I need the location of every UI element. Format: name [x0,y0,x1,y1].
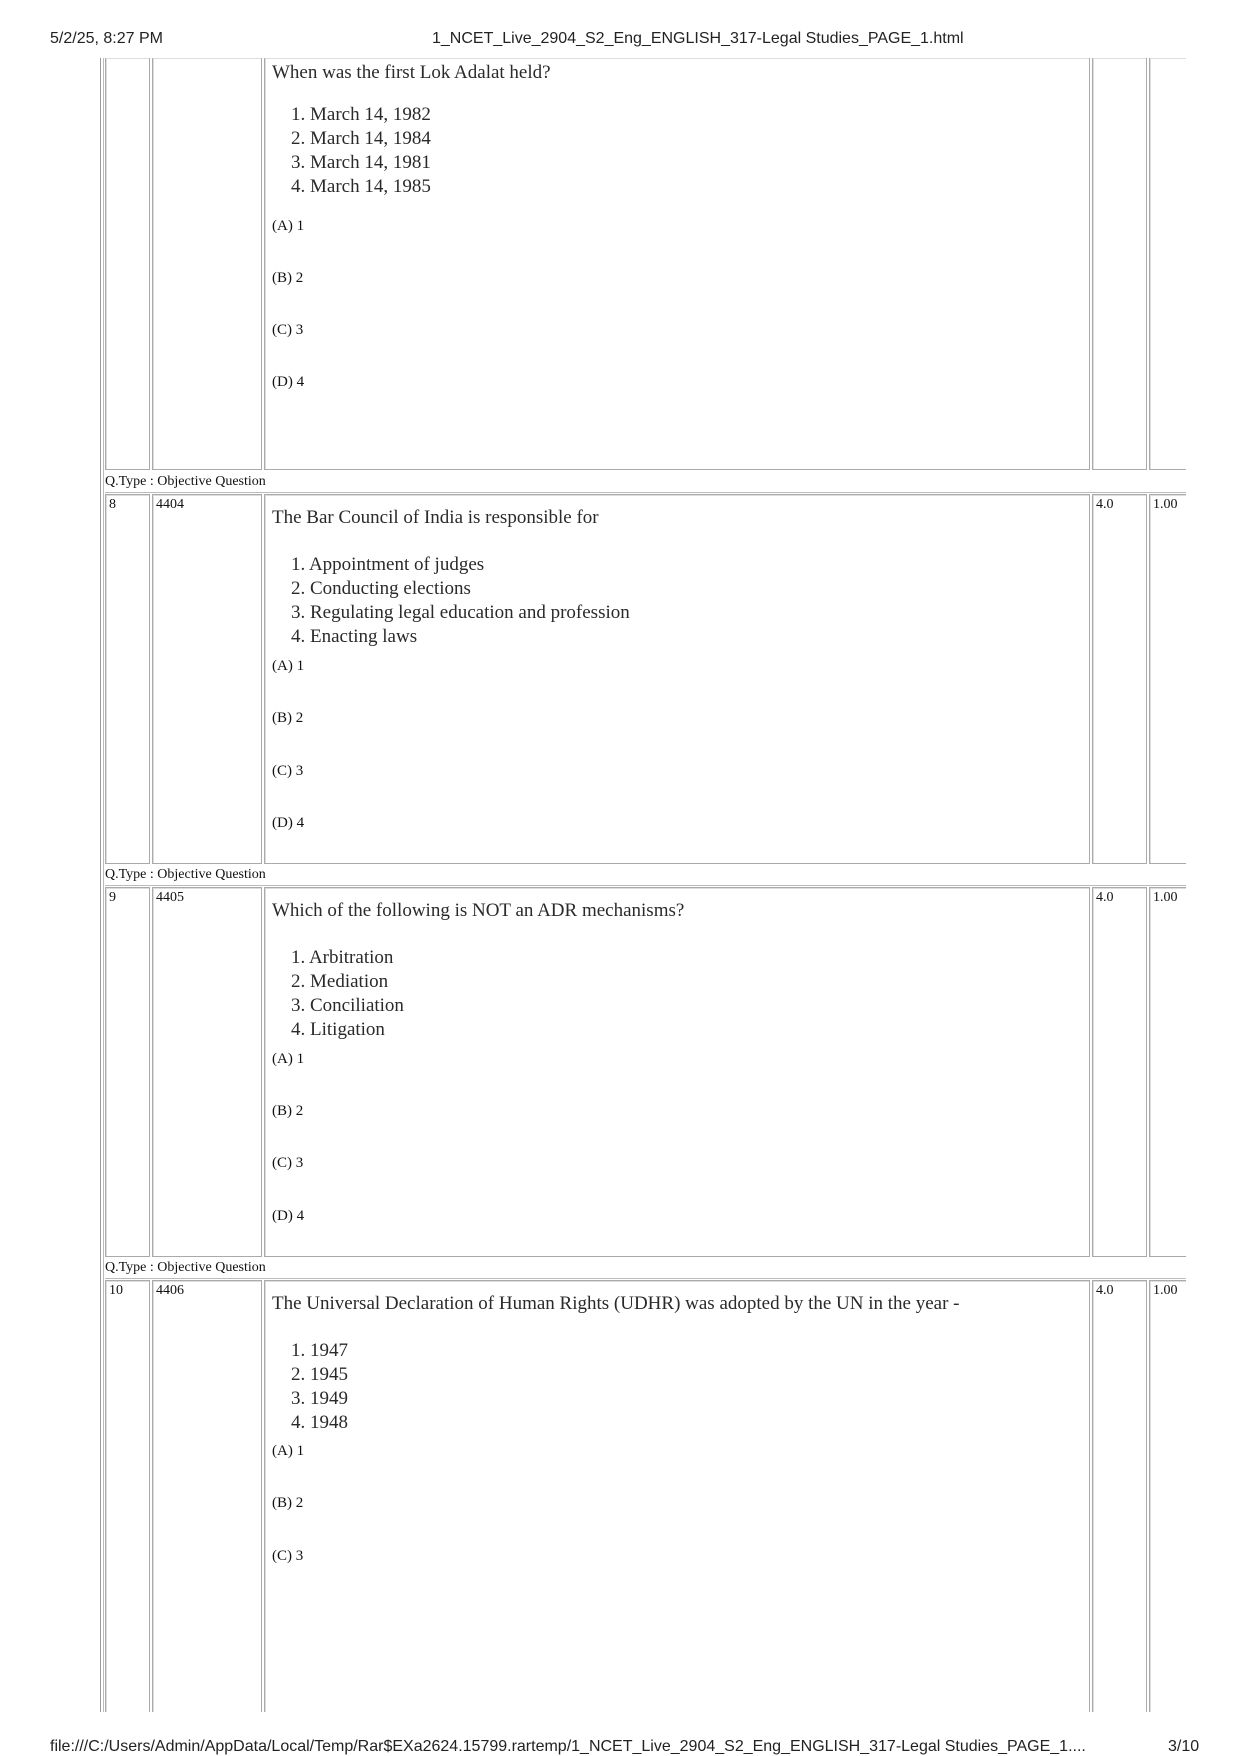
print-file-path: file:///C:/Users/Admin/AppData/Local/Temp/Rar$EXa2624.15799.rartemp/1_NCET_Live_2904_S2_Eng_ENGLISH_317-Legal Studies_PAGE_1.... [50,1738,1086,1755]
question-type-label: Q.Type : Objective Question [105,473,1186,493]
question-cell [264,1280,1090,1712]
serial-cell [105,58,150,470]
answer-choice: (D) 4 [272,815,305,831]
qid-cell: 4405 [152,887,262,1257]
option-item: 3. March 14, 1981 [291,152,431,173]
marks-cell: 4.0 [1092,1280,1147,1712]
answer-choice: (D) 4 [272,1208,305,1224]
answer-choice: (A) 1 [272,658,305,674]
question-type-label: Q.Type : Objective Question [105,866,1186,886]
question-text: The Universal Declaration of Human Rights (UDHR) was adopted by the UN in the year - [272,1293,960,1314]
qid-cell: 4406 [152,1280,262,1712]
option-list [291,103,431,199]
option-item: 1. Arbitration [291,947,394,968]
answer-choice: (B) 2 [272,1495,304,1511]
question-text: When was the first Lok Adalat held? [272,62,551,83]
option-item: 4. 1948 [291,1412,348,1433]
frame-rule [103,58,104,1712]
question-row [100,1280,1186,1712]
answer-choice: (A) 1 [272,218,305,234]
print-title: 1_NCET_Live_2904_S2_Eng_ENGLISH_317-Legal Studies_PAGE_1.html [432,30,964,47]
answer-choice: (A) 1 [272,1051,305,1067]
qid-cell: 4404 [152,494,262,864]
answer-choice: (C) 3 [272,322,304,338]
marks-cell: 4.0 [1092,887,1147,1257]
option-item: 2. Mediation [291,971,389,992]
negative-marks-cell [1149,58,1186,470]
qid-cell [152,58,262,470]
serial-cell: 9 [105,887,150,1257]
question-cell [264,58,1090,470]
answer-choice: (B) 2 [272,710,304,726]
question-cell [264,494,1090,864]
question-cell [264,887,1090,1257]
answer-choice: (B) 2 [272,270,304,286]
negative-marks-cell: 1.00 [1149,494,1186,864]
option-item: 1. Appointment of judges [291,554,485,575]
question-row [100,887,1186,1257]
question-type-label: Q.Type : Objective Question [105,1259,1186,1279]
question-row-continued [100,58,1186,470]
option-item: 3. 1949 [291,1388,348,1409]
print-page-number: 3/10 [1168,1738,1200,1755]
answer-choice: (D) 4 [272,374,305,390]
question-row [100,494,1186,864]
option-item: 2. 1945 [291,1364,348,1385]
negative-marks-cell: 1.00 [1149,887,1186,1257]
serial-cell: 10 [105,1280,150,1712]
answer-choice: (B) 2 [272,1103,304,1119]
option-item: 3. Conciliation [291,995,404,1016]
question-text: Which of the following is NOT an ADR mechanisms? [272,900,685,921]
option-item: 1. 1947 [291,1340,348,1361]
option-item: 1. March 14, 1982 [291,104,431,125]
print-datetime: 5/2/25, 8:27 PM [50,30,163,47]
answer-choice: (C) 3 [272,1155,304,1171]
frame-rule [100,58,101,1712]
marks-cell: 4.0 [1092,494,1147,864]
question-text: The Bar Council of India is responsible for [272,507,599,528]
marks-cell [1092,58,1147,470]
option-item: 2. March 14, 1984 [291,128,431,149]
option-list [291,553,630,649]
option-list [291,1339,348,1435]
option-item: 4. Litigation [291,1019,385,1040]
negative-marks-cell: 1.00 [1149,1280,1186,1712]
option-item: 4. March 14, 1985 [291,176,431,197]
serial-cell: 8 [105,494,150,864]
answer-choice: (C) 3 [272,1548,304,1564]
option-item: 2. Conducting elections [291,578,471,599]
option-list [291,946,404,1042]
option-item: 4. Enacting laws [291,626,418,647]
answer-choice: (C) 3 [272,763,304,779]
answer-choice: (A) 1 [272,1443,305,1459]
question-table [100,58,1186,1712]
option-item: 3. Regulating legal education and profession [291,602,630,623]
